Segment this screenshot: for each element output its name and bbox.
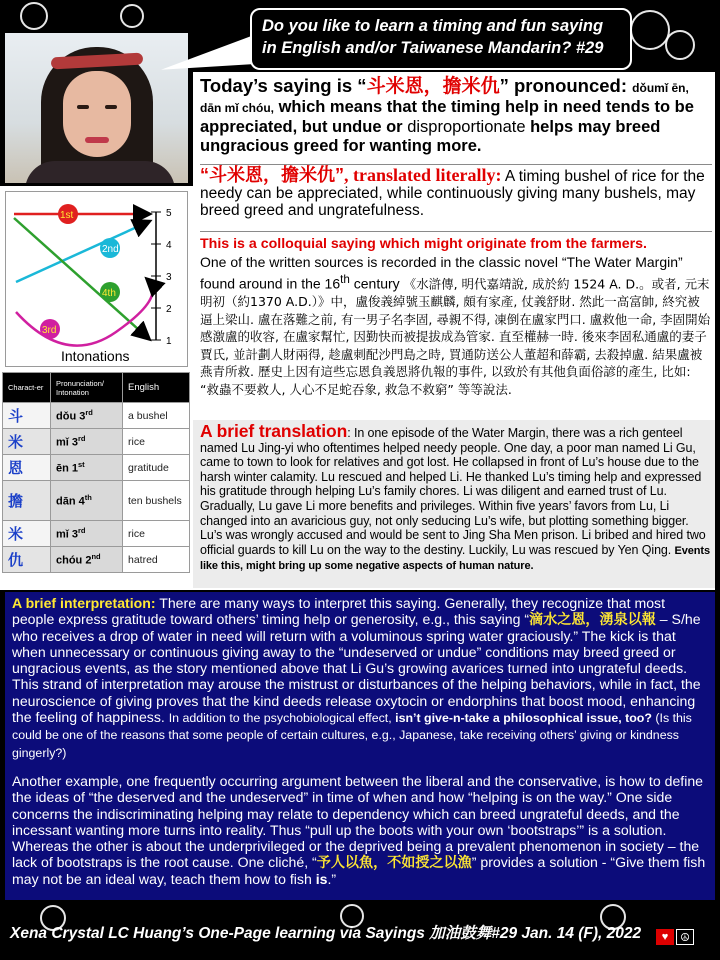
- saying-chinese: 斗米恩，擔米仇: [366, 76, 500, 97]
- english-cell: a bushel: [123, 403, 190, 429]
- scale-label: 2: [166, 304, 172, 315]
- table-row: [3, 403, 190, 429]
- colloquial-heading: This is a colloquial saying which might originate from the farmers.: [200, 236, 647, 252]
- table-row: [3, 547, 190, 573]
- saying-meaning-end: helps may breed ungracious greed for wanting more.: [200, 118, 661, 155]
- scale-label: 4: [166, 240, 172, 251]
- table-row: [3, 481, 190, 521]
- char-cell: 擔: [3, 481, 51, 521]
- table-header-row: [3, 373, 190, 403]
- colloquial-text-2: century: [349, 275, 404, 292]
- pron-cell: dān 4th: [51, 481, 123, 521]
- pron-cell: dǒu 3rd: [51, 403, 123, 429]
- tone-2-line: [16, 222, 148, 282]
- century-superscript: th: [340, 273, 350, 286]
- table-row: [3, 455, 190, 481]
- brief-translation: [200, 421, 712, 574]
- table-row: [3, 429, 190, 455]
- bubble-line-1: Do you like to learn a timing and fun saying: [262, 17, 604, 35]
- intonation-chart: [6, 192, 187, 348]
- decorative-swirl: [630, 10, 670, 50]
- pron-cell: chóu 2nd: [51, 547, 123, 573]
- char-cell: 恩: [3, 455, 51, 481]
- intonations-caption: Intonations: [61, 348, 130, 364]
- interpretation-question: isn’t give-n-take a philosophical issue, too?: [395, 711, 652, 726]
- tone-4-label: 4th: [102, 288, 116, 299]
- literal-translation: [200, 167, 712, 219]
- saying-pronounced-label: ” pronounced:: [499, 75, 633, 96]
- interpretation-text: – S/he who receives a drop of water in need will return with a voluminous spring water graciously.” The kick is that when unnecessary or continuous giving away to the “undeserved or undue” conditions may breed greed or ungracious events, as the story mentioned above that Li Gu’s growing avarices turned into ungrateful deeds. This strand of interpretation may arouse the mistrust or disturbances of the helping behaviors, while in fact, the neuroscience of giving proves that the kind deeds release oxytocin or endorphins that boost mood, enhancing the feeling of happiness.: [12, 611, 701, 726]
- english-cell: rice: [123, 429, 190, 455]
- interpretation-paragraph-2: [12, 773, 708, 887]
- decorative-swirl: [120, 4, 144, 28]
- saying-meaning: which means that the timing help in need tends to be appreciated, but undue or: [200, 98, 694, 136]
- interpretation-paragraph-1: [12, 595, 708, 761]
- pron-cell: mǐ 3rd: [51, 521, 123, 547]
- colloquial-text: One of the written sources is recorded in the classic novel “The Water Margin” found around in the 16: [200, 253, 683, 292]
- scale-label: 5: [166, 208, 172, 219]
- interpretation-panel: [5, 592, 715, 900]
- interpretation-text: .”: [327, 870, 337, 887]
- interpretation-text: There are many ways to interpret this saying. Generally, they recognize that most people express gratitude toward others’ timing help or generosity, e.g., this saying “: [12, 595, 666, 628]
- translation-bold-note: Events like this, might bring up some negative aspects of human nature.: [200, 544, 710, 573]
- translation-text: : In one episode of the Water Margin, there was a rich genteel named Lu Jing-yi who oftentimes helped needy people. One day, a poor man named Li Gu, came to town to look for relatives and got lost. He collapsed in front of Lu’s house due to the harsh winter calamity. Lu rescued and helped Li. He thanked Lu’s timing help and expressed his gratitude through helping Lu’s family chores. Li was diligent and earned trust of Lu. Gradually, Lu gave Li more benefits and privileges. Within five years’ favors from Lu, Li changed into an avaricious guy, not only seducing Lu’s wife, but plotting something bigger. Lu’s was wrongly accused and would be sent to Jing Sha Men prison. Li bribed and hired two official guards to kill Lu on the way to the destiny. Luckily, Lu was rescued by Yen Qing.: [200, 426, 706, 557]
- interpretation-text: Another example, one frequently occurring argument between the liberal and the conservative, is how to define the ideas of “the deserved and the undeserved” in time of when and how “helping is on the way.” One side concerns the indiscriminating helping may relate to dependency which can breed ungrateful deeds, and the incessant wanting more turns into reality. Thus “pull up the boots with your own ‘bootstraps’” is a solution. Whereas the other is about the underprivileged or the deprived being a prevalent phenomenon in society – the lack of bootstraps is the root cause. One cliché, “: [12, 772, 704, 871]
- english-cell: ten bushels: [123, 481, 190, 521]
- char-cell: 仇: [3, 547, 51, 573]
- translation-heading: A brief translation: [200, 421, 348, 441]
- footer-icons: [656, 929, 694, 945]
- bubble-line-2: in English and/or Taiwanese Mandarin? #29: [262, 39, 604, 57]
- interpretation-text: In addition to the psychobiological effect,: [168, 711, 396, 726]
- peace-icon: ☮: [676, 929, 694, 945]
- char-cell: 斗: [3, 403, 51, 429]
- char-cell: 米: [3, 521, 51, 547]
- intonation-diagram: [5, 191, 188, 367]
- tone-3-label: 3rd: [42, 325, 57, 336]
- interpretation-chinese-2: 予人以魚，不如授之以漁: [316, 854, 472, 871]
- todays-saying: [200, 76, 712, 156]
- interpretation-text: ” provides a solution - “Give them fish may not be an ideal way, teach them how to fish: [12, 854, 706, 887]
- english-cell: rice: [123, 521, 190, 547]
- tone-4-line: [14, 218, 148, 338]
- interpretation-text: (Is this could be one of the reasons that some people of certain cultures, e.g., Japanese, take receiving others’ giving or kindness gingerly?): [12, 711, 692, 760]
- saying-disproportionate: disproportionate: [407, 118, 526, 136]
- literal-chinese: “斗米恩，擔米仇”: [200, 165, 344, 185]
- decorative-swirl: [20, 2, 48, 30]
- table-row: [3, 521, 190, 547]
- interpretation-chinese-1: 滴水之恩，湧泉以報: [529, 611, 656, 628]
- literal-label: , translated literally:: [344, 165, 502, 185]
- pron-cell: mǐ 3rd: [51, 429, 123, 455]
- vocabulary-table: [2, 372, 190, 573]
- scale-label: 3: [166, 272, 172, 283]
- colloquial-section: [200, 236, 712, 398]
- interpretation-heading: A brief interpretation:: [12, 595, 156, 611]
- tone-3-line: [16, 280, 153, 346]
- colloquial-chinese-story: 《水滸傳, 明代嘉靖說, 成於約 1524 A. D.。或者, 元末明初（約1370 A.D.）》中，盧俊義綽號玉麒麟, 頗有家產, 仗義舒財. 然此一高富帥, 終究被逼上梁山. 盧在落難之前, 有一男子名李固, 尋親不得, 凍倒在盧家門口. 盧救他一命, 李固開始感激盧的收容, 在盧家幫忙, 因勤快而被提拔成為管家. 直至權赫一時. 後來李固私通盧的妻子賈氏, 並計劃人財兩得, 趁盧刺配沙門島之時, 買通防送公人董超和薛霸, 去殺掉盧. 結果盧被燕青所救. 歷史上因有這些忘恩負義恩將仇報的事件, 以致於有其他負面俗諺的產生, 比如: “救蟲不要救人, 人心不足蛇吞象, 救急不救窮” 等等說法.: [200, 276, 711, 397]
- header-english: English: [123, 373, 190, 403]
- divider: [200, 231, 712, 232]
- char-cell: 米: [3, 429, 51, 455]
- english-cell: hatred: [123, 547, 190, 573]
- header-pronunciation: Pronunciation/ Intonation: [51, 373, 123, 403]
- literal-text: A timing bushel of rice for the needy can be appreciated, while continuously giving many bushels, may breed greed and ungratefulness.: [200, 168, 705, 219]
- scale-label: 1: [166, 336, 172, 347]
- speech-bubble: [250, 8, 632, 70]
- tone-2-label: 2nd: [102, 244, 119, 255]
- header-character: Charact-er: [3, 373, 51, 403]
- pron-cell: ēn 1st: [51, 455, 123, 481]
- decorative-swirl: [665, 30, 695, 60]
- english-cell: gratitude: [123, 455, 190, 481]
- interpretation-is: is: [315, 870, 328, 887]
- tone-1-label: 1st: [60, 210, 74, 221]
- saying-prefix: Today’s saying is “: [200, 75, 367, 96]
- saying-pronunciation: dǒumǐ ēn, dān mǐ chóu,: [200, 81, 689, 115]
- footer-credit: Xena Crystal LC Huang’s One-Page learning via Sayings 加油鼓舞#29 Jan. 14 (F), 2022: [10, 925, 642, 942]
- heart-icon: ♥: [656, 929, 674, 945]
